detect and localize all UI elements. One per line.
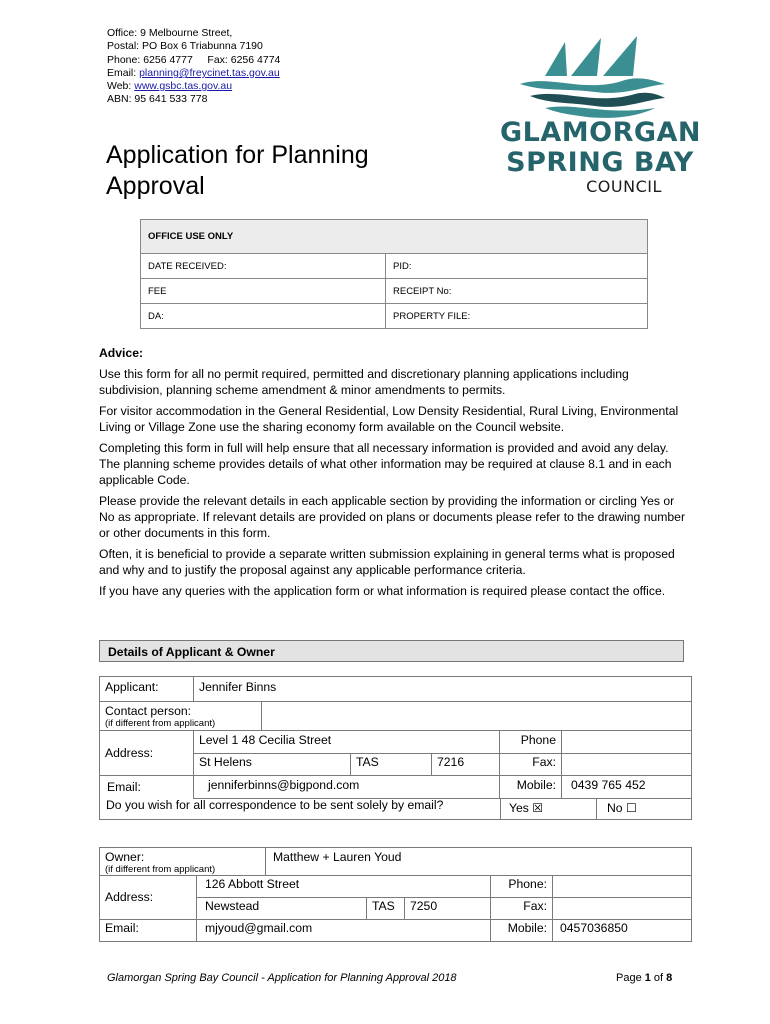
advice-paragraph: If you have any queries with the application form or what information is required please contact the office. bbox=[99, 584, 666, 598]
owner-label: Owner: (if different from applicant) bbox=[99, 847, 266, 876]
postal-address: Postal: PO Box 6 Triabunna 7190 bbox=[107, 40, 263, 53]
owner-mobile-label: Mobile: bbox=[490, 919, 553, 942]
fax-label: Fax: bbox=[499, 753, 562, 776]
correspondence-yes-checkbox[interactable]: Yes ☒ bbox=[500, 798, 597, 820]
fax-field[interactable] bbox=[561, 753, 692, 776]
state-field[interactable]: TAS bbox=[350, 753, 432, 776]
address-label: Address: bbox=[99, 730, 194, 776]
office-use-table bbox=[140, 219, 648, 329]
footer-text: Glamorgan Spring Bay Council - Application for Planning Approval 2018 bbox=[107, 972, 457, 984]
advice-paragraph: Completing this form in full will help ensure that all necessary information is provided and avoid any delay. The planning scheme provides details of what other information may be required at clause 8.1 and in each applicable Code. bbox=[99, 441, 672, 487]
phone-label: Phone bbox=[499, 730, 562, 754]
section-header-applicant-owner: Details of Applicant & Owner bbox=[99, 640, 684, 662]
owner-fax-label: Fax: bbox=[490, 897, 553, 920]
email-line: Email: planning@freycinet.tas.gov.au bbox=[107, 66, 280, 79]
office-use-header: OFFICE USE ONLY bbox=[141, 220, 648, 254]
email-field[interactable]: jenniferbinns@bigpond.com bbox=[193, 775, 500, 799]
property-file-field[interactable]: PROPERTY FILE: bbox=[386, 304, 648, 329]
web-link[interactable]: www.gsbc.tas.gov.au bbox=[134, 80, 233, 93]
advice-heading: Advice: bbox=[99, 346, 144, 360]
owner-email-field[interactable]: mjyoud@gmail.com bbox=[196, 919, 491, 942]
phone-fax: Phone: 6256 4777 Fax: 6256 4774 bbox=[107, 53, 281, 66]
contact-person-label: Contact person: (if different from applicant) bbox=[99, 701, 262, 731]
correspondence-no-checkbox[interactable]: No ☐ bbox=[596, 798, 692, 820]
owner-postcode-field[interactable]: 7250 bbox=[404, 897, 491, 920]
page-title: Application for Planning Approval bbox=[106, 141, 369, 200]
contact-person-field[interactable] bbox=[261, 701, 692, 731]
pid-field[interactable]: PID: bbox=[386, 254, 648, 279]
owner-state-field[interactable]: TAS bbox=[366, 897, 405, 920]
owner-field[interactable]: Matthew + Lauren Youd bbox=[265, 847, 692, 876]
council-contact-block bbox=[107, 27, 280, 107]
email-label: Email: bbox=[99, 775, 194, 799]
mobile-label: Mobile: bbox=[499, 775, 562, 799]
table-row bbox=[141, 304, 648, 329]
da-field[interactable]: DA: bbox=[141, 304, 386, 329]
owner-phone-field[interactable] bbox=[552, 875, 692, 898]
advice-paragraph: For visitor accommodation in the General Residential, Low Density Residential, Rural Living, Environmental Living or Village Zone use the sharing economy form available on the Council website. bbox=[99, 404, 679, 434]
postcode-field[interactable]: 7216 bbox=[431, 753, 500, 776]
table-row bbox=[141, 254, 648, 279]
applicant-label: Applicant: bbox=[99, 676, 194, 702]
council-logo-sails-icon bbox=[505, 36, 670, 118]
owner-address-label: Address: bbox=[99, 875, 197, 920]
receipt-field[interactable]: RECEIPT No: bbox=[386, 279, 648, 304]
owner-fax-field[interactable] bbox=[552, 897, 692, 920]
table-row bbox=[141, 279, 648, 304]
owner-email-label: Email: bbox=[99, 919, 197, 942]
email-link[interactable]: planning@freycinet.tas.gov.au bbox=[139, 66, 280, 79]
advice-section bbox=[99, 345, 689, 604]
mobile-field[interactable]: 0439 765 452 bbox=[561, 775, 692, 799]
fee-field[interactable]: FEE bbox=[141, 279, 386, 304]
owner-suburb-field[interactable]: Newstead bbox=[196, 897, 367, 920]
advice-paragraph: Often, it is beneficial to provide a separate written submission explaining in general terms what is proposed and why and to justify the proposal against any applicable performance criteria. bbox=[99, 547, 675, 577]
correspondence-question: Do you wish for all correspondence to be sent solely by email? bbox=[99, 798, 501, 820]
page-number: Page 1 of 8 bbox=[616, 972, 673, 984]
address-line1-field[interactable]: Level 1 48 Cecilia Street bbox=[193, 730, 500, 754]
advice-paragraph: Use this form for all no permit required, permitted and discretionary planning applications including subdivision, planning scheme amendment & minor amendments to permits. bbox=[99, 367, 629, 397]
web-line: Web: www.gsbc.tas.gov.au bbox=[107, 80, 233, 93]
phone-field[interactable] bbox=[561, 730, 692, 754]
council-logo-text: GLAMORGAN SPRING BAY COUNCIL bbox=[500, 117, 702, 196]
advice-paragraph: Please provide the relevant details in each applicable section by providing the information or circling Yes or No as appropriate. If relevant details are provided on plans or documents please refer to the drawing number or other documents in this form. bbox=[99, 494, 686, 540]
applicant-field[interactable]: Jennifer Binns bbox=[193, 676, 692, 702]
suburb-field[interactable]: St Helens bbox=[193, 753, 351, 776]
owner-mobile-field[interactable]: 0457036850 bbox=[552, 919, 692, 942]
abn: ABN: 95 641 533 778 bbox=[107, 93, 208, 106]
office-address: Office: 9 Melbourne Street, bbox=[107, 27, 233, 39]
owner-phone-label: Phone: bbox=[490, 875, 553, 898]
owner-address-line1-field[interactable]: 126 Abbott Street bbox=[196, 875, 491, 898]
date-received-field[interactable]: DATE RECEIVED: bbox=[141, 254, 386, 279]
